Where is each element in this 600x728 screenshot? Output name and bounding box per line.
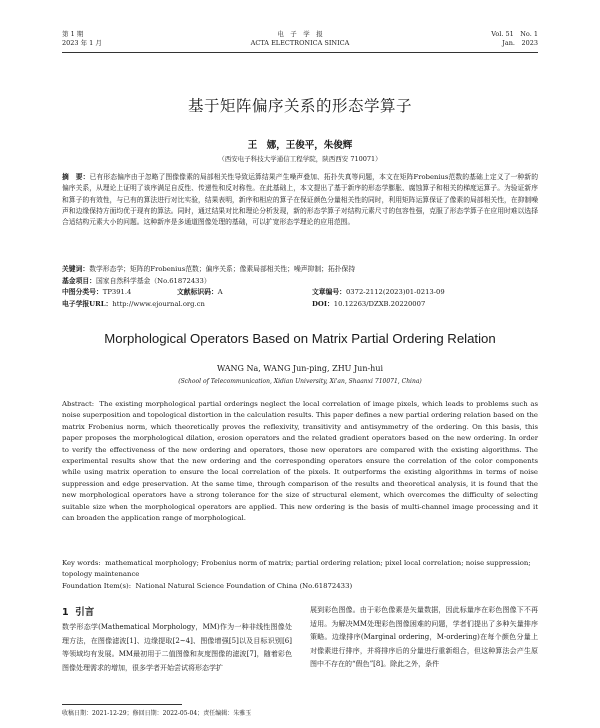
journal-url[interactable]: http://www.ejournal.org.cn [112, 299, 205, 308]
footnote-divider [62, 704, 182, 705]
fund-cn-label: 基金项目： [62, 276, 96, 285]
keywords-en-label: Key words: [62, 559, 101, 567]
issue-number: 第 1 期 [62, 30, 84, 38]
fund-en [62, 581, 538, 592]
url-doi-row [62, 299, 538, 311]
fund-cn-text: 国家自然科学基金（No.61872433） [95, 276, 211, 285]
header-center [62, 30, 538, 48]
doi-label: DOI： [312, 299, 334, 308]
authors-cn: 王 娜，王俊平，朱俊辉 [247, 140, 353, 151]
article-no-label: 文章编号： [312, 288, 346, 296]
abstract-cn-text: 已有形态偏序由于忽略了图像像素的局部相关性导致运算结果产生噪声叠加、拓扑失真等问题，本文在矩阵Frobenius范数的基础上定义了一种新的偏序关系，从理论上证明了该序满足自反性、传递性和反对称性。在此基础上，本文提出了基于新序的形态学膨胀、腐蚀算子和相关的梯度运算子。为验证新序和算子的有效性，与已有的算法进行对比实验，结果表明，新序和相应的算子在保证颜色分量相关性的同时，利用矩阵运算保证了像素的局部相关性，在抑制噪声和边缘保持方面均优于现有的算法。同时，通过结果对比和理论分析发现，新的形态学算子对结构元素尺寸的包容性强，克服了形态学算子在应用时难以选择合适结构元素大小的问题。这种新序是多通道图像处理的基础，可以扩宽形态学理论的应用范围。 [62, 173, 538, 227]
abstract-en-text: The existing morphological partial orderings neglect the local correlation of image pixels, which leads to problems such as noise superposition and topological distortion in the calculation results. This paper defines a new partial ordering relation based on the matrix Frobenius norm, which theoretically proves the reflexivity, transitivity and antisymmetry of the ordering. On this basis, this paper proposes the morphological dilation, erosion operators and the related gradient operators based on the new ordering. In order to verify the effectiveness of the new ordering and operators, those new operators are compared with the existing algorithms. The experimental results show that the new ordering and the corresponding operators ensure the correlation of the color components while using matrix operation to ensure the local correlation of the pixels. It outperforms the existing algorithms in terms of noise suppression and edge preservation. At the same time, through comparison of the results and theoretical analysis, it is found that the new morphological operators have a strong tolerance for the size of structural element, which overcomes the difficulty of selecting suitable size when the morphological operators are applied. This new ordering is the basis of multi-channel image processing and it can broaden the application range of morphological. [62, 400, 538, 523]
doc-code-value: A [217, 288, 223, 296]
clc-value: TP391.4 [102, 288, 132, 296]
doi-value: 10.12263/DZXB.20220007 [333, 299, 426, 308]
doc-code-field [177, 287, 223, 298]
abstract-en [62, 399, 538, 524]
keywords-cn-label: 关键词： [62, 265, 90, 273]
paper-title-en: Morphological Operators Based on Matrix Partial Ordering Relation [104, 331, 496, 346]
keywords-en [62, 558, 538, 581]
article-no-field [312, 287, 445, 298]
affiliation-en: (School of Telecommunication, Xidian University, Xi'an, Shaanxi 710071, China) [178, 378, 422, 385]
section-heading [62, 604, 94, 618]
journal-name-en: ACTA ELECTRONICA SINICA [250, 39, 350, 47]
header-divider [62, 52, 538, 53]
section-title: 引言 [75, 607, 95, 618]
volume-number: Vol. 51 No. 1 [491, 30, 538, 38]
body-column-right [310, 604, 538, 672]
paper-title-cn: 基于矩阵偏序关系的形态学算子 [187, 97, 412, 115]
abstract-cn [62, 172, 538, 228]
issue-date-en: Jan. 2023 [502, 39, 538, 47]
section-number: 1 [62, 607, 69, 618]
clc-field [62, 287, 131, 298]
classification-row [62, 287, 538, 299]
keywords-cn-text: 数学形态学；矩阵的Frobenius范数；偏序关系；像素局部相关性；噪声抑制；拓扑保持 [89, 265, 356, 273]
journal-name-cn: 电 子 学 报 [277, 30, 323, 38]
fund-en-text: National Natural Science Foundation of China (No.61872433) [135, 582, 353, 590]
doi-field [312, 299, 425, 310]
body-left-text: 数学形态学(Mathematical Morphology，MM)作为一种非线性图像处理方法，在图像滤波[1]、边缘提取[2~4]、图像增强[5]以及目标识别[6]等领域均有发展。MM最初用于二值图像和灰度图像的滤波[7]，随着彩色图像处理需求的增加，很多学者开始尝试将形态学扩 [62, 623, 292, 672]
doc-code-label: 文献标识码： [177, 288, 218, 296]
fund-cn [62, 276, 538, 287]
fund-en-label: Foundation Item(s): [62, 582, 132, 590]
abstract-cn-label: 摘 要： [62, 173, 90, 181]
keywords-en-text: mathematical morphology; Frobenius norm of matrix; partial ordering relation; pixel local correlation; noise suppression; topology maintenance [62, 559, 531, 579]
authors-en: WANG Na, WANG Jun-ping, ZHU Jun-hui [216, 364, 384, 373]
clc-label: 中图分类号： [62, 288, 103, 296]
footnote-dates: 收稿日期：2021-12-29；修回日期：2022-05-04；责任编辑：朱雅玉 [62, 710, 252, 717]
url-field [62, 299, 205, 310]
body-right-text: 展到彩色图像。由于彩色像素是矢量数据，因此标量序在彩色图像下不再适用。为解决MM处理彩色图像困难的问题，学者们提出了多种矢量排序策略。边缘排序(Marginal ordering，M-ordering)在每个颜色分量上对像素进行排序，并将排序后的分量进行重新组合，但这种算法会产生原图中不存在的“假色”[8]。除此之外，条件 [310, 606, 538, 668]
running-header [62, 30, 538, 52]
affiliation-cn: （西安电子科技大学通信工程学院，陕西西安 710071） [218, 155, 382, 163]
header-right [491, 30, 538, 48]
issue-date-cn: 2023 年 1 月 [62, 39, 102, 47]
article-no-value: 0372-2112(2023)01-0213-09 [345, 288, 445, 296]
url-label: 电子学报URL： [62, 299, 113, 308]
abstract-en-label: Abstract: [62, 400, 95, 408]
keywords-cn [62, 264, 538, 275]
body-column-left [62, 621, 292, 675]
